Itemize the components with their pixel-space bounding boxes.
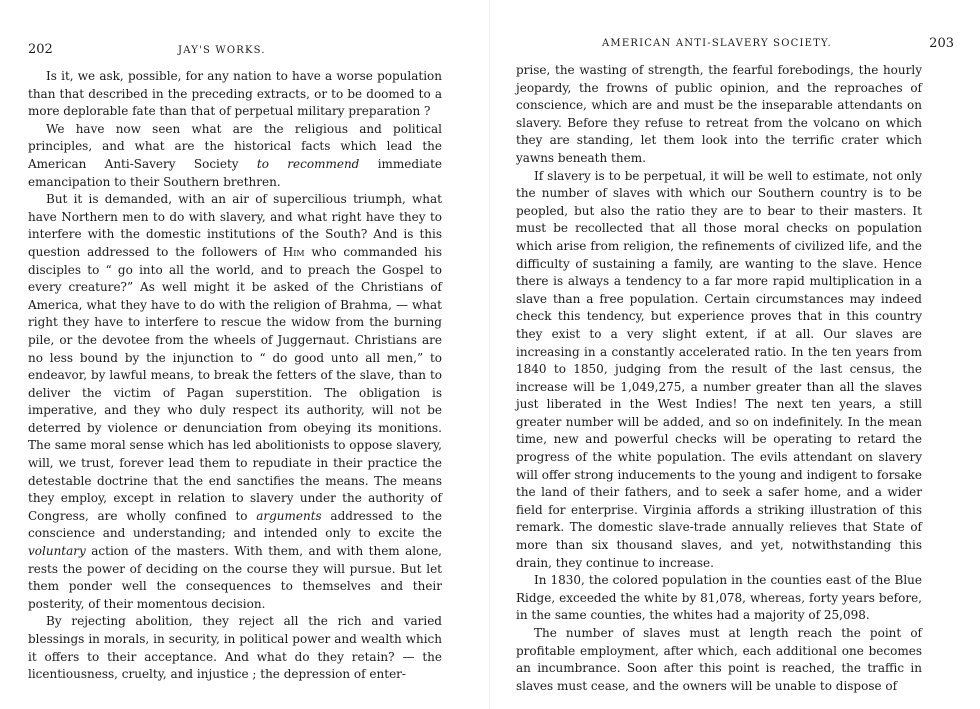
paragraph: prise, the wasting of strength, the fearful forebodings, the hourly jeopardy, the frowns of public opinion, and the reproaches of conscience, which are and must be the inseparable attendants on slavery. Before they refuse to retreat from the volcano on which they are standing, let them look into the terrific crater which yawns beneath them. [516,63,922,165]
paragraph: By rejecting abolition, they reject all the rich and varied blessings in morals, in security, in political power and wealth which it offers to their acceptance. And what do they retain? — the licentiousness, cruelty, and injustice ; the depression of enter- [28,614,442,682]
left-running-title: JAY'S WORKS. [178,45,266,56]
right-running-head [516,36,954,56]
paragraph: The number of slaves must at length reach the point of profitable employment, after which, each additional one becomes an incumbrance. Soon after this point is reached, the traffic in slaves must cease, and the owners will be unable to dispose of [516,626,922,693]
left-page-number: 202 [28,42,53,57]
left-running-head [28,44,442,62]
paragraph: But it is demanded, with an air of supercilious triumph, what have Northern men to do with slavery, and what right have they to interfere with the domestic institutions of the South? And is this question addressed to the followers of Him who commanded his disciples to “ go into all the world, and to preach the Gospel to every creature?” As well might it be asked of the Christians of America, what they have to do with the religion of Brahma, — what right they have to interfere to rescue the widow from the burning pile, or the devotee from the wheels of Juggernaut. Christians are no less bound by the injunction to “ do good unto all men,” to endeavor, by lawful means, to break the fetters of the slave, than to deliver the victim of Pagan superstition. The obligation is imperative, and they who duly respect its authority, will not be deterred by violence or denunciation from obeying its monitions. The same moral sense which has led abolitionists to oppose slavery, will, we trust, forever lead them to repudiate in their practice the detestable doctrine that the end sanctifies the means. The means they employ, except in relation to slavery under the authority of Congress, are wholly confined to arguments addressed to the conscience and understanding; and intended only to excite the voluntary action of the masters. With them, and with them alone, rests the power of deciding on the course they will pursue. But let them ponder well the consequences to themselves and their posterity, of their momentous decision. [28,192,443,611]
left-body-text [28,68,442,684]
right-running-title: AMERICAN ANTI-SLAVERY SOCIETY. [602,38,832,49]
paragraph: If slavery is to be perpetual, it will be well to estimate, not only the number of slaves with which our Southern country is to be peopled, but also the ratio they are to bear to their masters. It must be recollected that all those moral checks on population which arise from religion, the refinements of civilized life, and the difficulty of sustaining a family, are wanting to the slave. Hence there is always a tendency to a far more rapid multiplication in a slave than a free population. Certain circumstances may indeed check this tendency, but experience proves that in this country they exist to a very slight extent, if at all. Our slaves are increasing in a constantly accelerated ratio. In the ten years from 1840 to 1850, judging from the result of the last census, the increase will be 1,049,275, a number greater than all the slaves just liberated in the West Indies! The next ten years, a still greater number will be added, and so on indefinitely. In the mean time, new and powerful checks will be operating to retard the progress of the white population. The evils attendant on slavery will offer strong inducements to the young and indigent to forsake the land of their fathers, and to seek a safer home, and a wider field for enterprise. Virginia affords a striking illustration of this remark. The domestic slave-trade annually relieves that State of more than six thousand slaves, and yet, notwithstanding this drain, they continue to increase. [516,168,922,570]
right-page-number: 203 [929,36,954,51]
paragraph: Is it, we ask, possible, for any nation to have a worse population than that described in the preceding extracts, or to be doomed to a more deplorable fate than that of perpetual military preparation ? [28,69,442,119]
right-body-text [516,62,922,695]
paragraph: In 1830, the colored population in the counties east of the Blue Ridge, exceeded the white by 81,078, whereas, forty years before, in the same counties, the whites had a majority of 25,098. [516,573,922,623]
paragraph: We have now seen what are the religious and political principles, and what are the historical facts which lead the American Anti-Savery Society to recommend immediate emancipation to their Southern brethren. [28,121,442,189]
right-page [490,0,980,709]
